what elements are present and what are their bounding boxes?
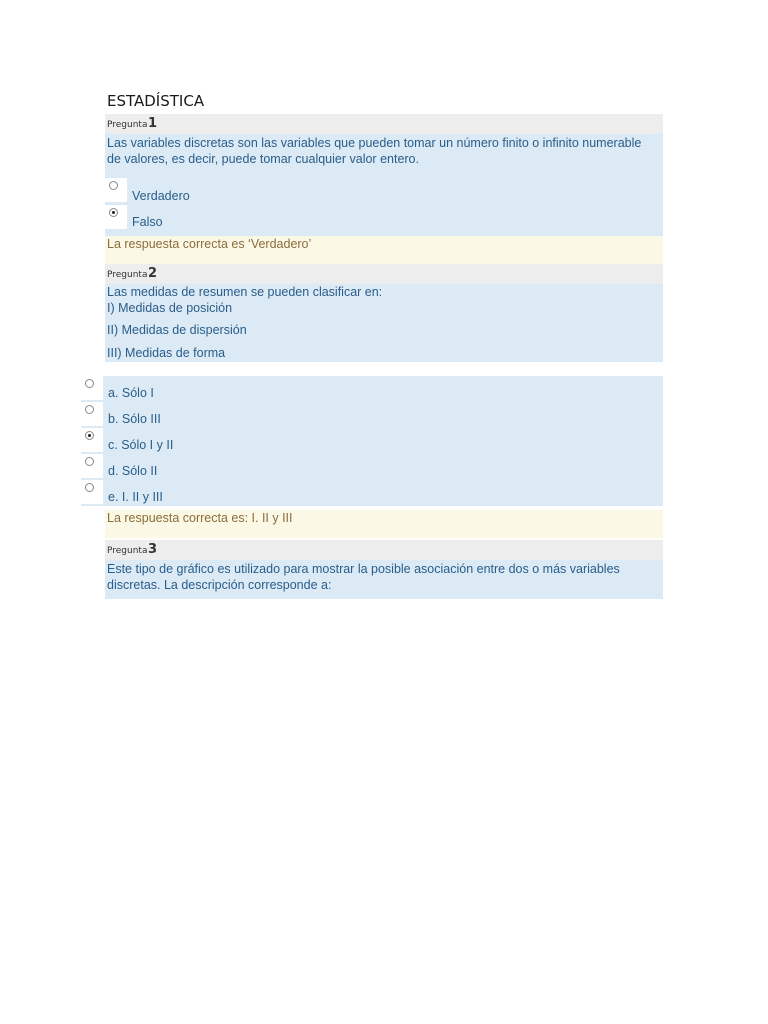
question-label: Pregunta <box>107 270 148 280</box>
radio-icon[interactable] <box>85 405 94 414</box>
option-e-radio-box[interactable] <box>81 480 103 504</box>
question-3-body <box>105 560 663 599</box>
option-a-radio-box[interactable] <box>81 376 103 400</box>
option-verdadero-radio-box[interactable] <box>105 178 127 202</box>
radio-checked-icon[interactable] <box>109 208 118 217</box>
question-2-feedback <box>105 510 663 538</box>
option-falso-label[interactable]: Falso <box>132 215 163 229</box>
radio-icon[interactable] <box>85 379 94 388</box>
option-c-radio-box[interactable] <box>81 428 103 452</box>
radio-icon[interactable] <box>109 181 118 190</box>
feedback-text: La respuesta correcta es ‘Verdadero’ <box>107 237 312 251</box>
question-2-line-4: III) Medidas de forma <box>107 346 226 360</box>
option-b-radio-box[interactable] <box>81 402 103 426</box>
question-2-header <box>105 264 663 284</box>
question-2-line-2: I) Medidas de posición <box>107 301 233 315</box>
question-number: 1 <box>148 116 158 131</box>
question-3-header <box>105 540 663 560</box>
question-2-options <box>81 376 663 506</box>
radio-icon[interactable] <box>85 457 94 466</box>
question-number: 2 <box>148 266 158 281</box>
question-1-feedback <box>105 236 663 264</box>
feedback-text: La respuesta correcta es: I. II y III <box>107 511 293 525</box>
option-b-label[interactable]: b. Sólo III <box>108 412 161 426</box>
option-a-label[interactable]: a. Sólo I <box>108 386 154 400</box>
question-1-text: Las variables discretas son las variables que pueden tomar un número finito o infinito numerable de valores, es decir, puede tomar cualquier valor entero. <box>107 136 642 166</box>
option-falso-radio-box[interactable] <box>105 205 127 229</box>
radio-checked-icon[interactable] <box>85 431 94 440</box>
radio-icon[interactable] <box>85 483 94 492</box>
question-1-body <box>105 134 663 236</box>
question-1-header <box>105 114 663 134</box>
question-2-body <box>105 284 663 362</box>
question-number: 3 <box>148 542 158 557</box>
question-2-line-1: Las medidas de resumen se pueden clasificar en: <box>107 285 383 299</box>
option-verdadero-label[interactable]: Verdadero <box>132 189 190 203</box>
option-d-label[interactable]: d. Sólo II <box>108 464 158 478</box>
question-label: Pregunta <box>107 120 148 130</box>
question-3-text: Este tipo de gráfico es utilizado para mostrar la posible asociación entre dos o más variables discretas. La descripción corresponde a: <box>107 562 620 592</box>
question-2-line-3: II) Medidas de dispersión <box>107 323 247 337</box>
divider <box>105 362 663 376</box>
page-title: ESTADÍSTICA <box>107 92 205 110</box>
question-label: Pregunta <box>107 546 148 556</box>
option-d-radio-box[interactable] <box>81 454 103 478</box>
option-e-label[interactable]: e. I. II y III <box>108 490 163 504</box>
option-c-label[interactable]: c. Sólo I y II <box>108 438 174 452</box>
